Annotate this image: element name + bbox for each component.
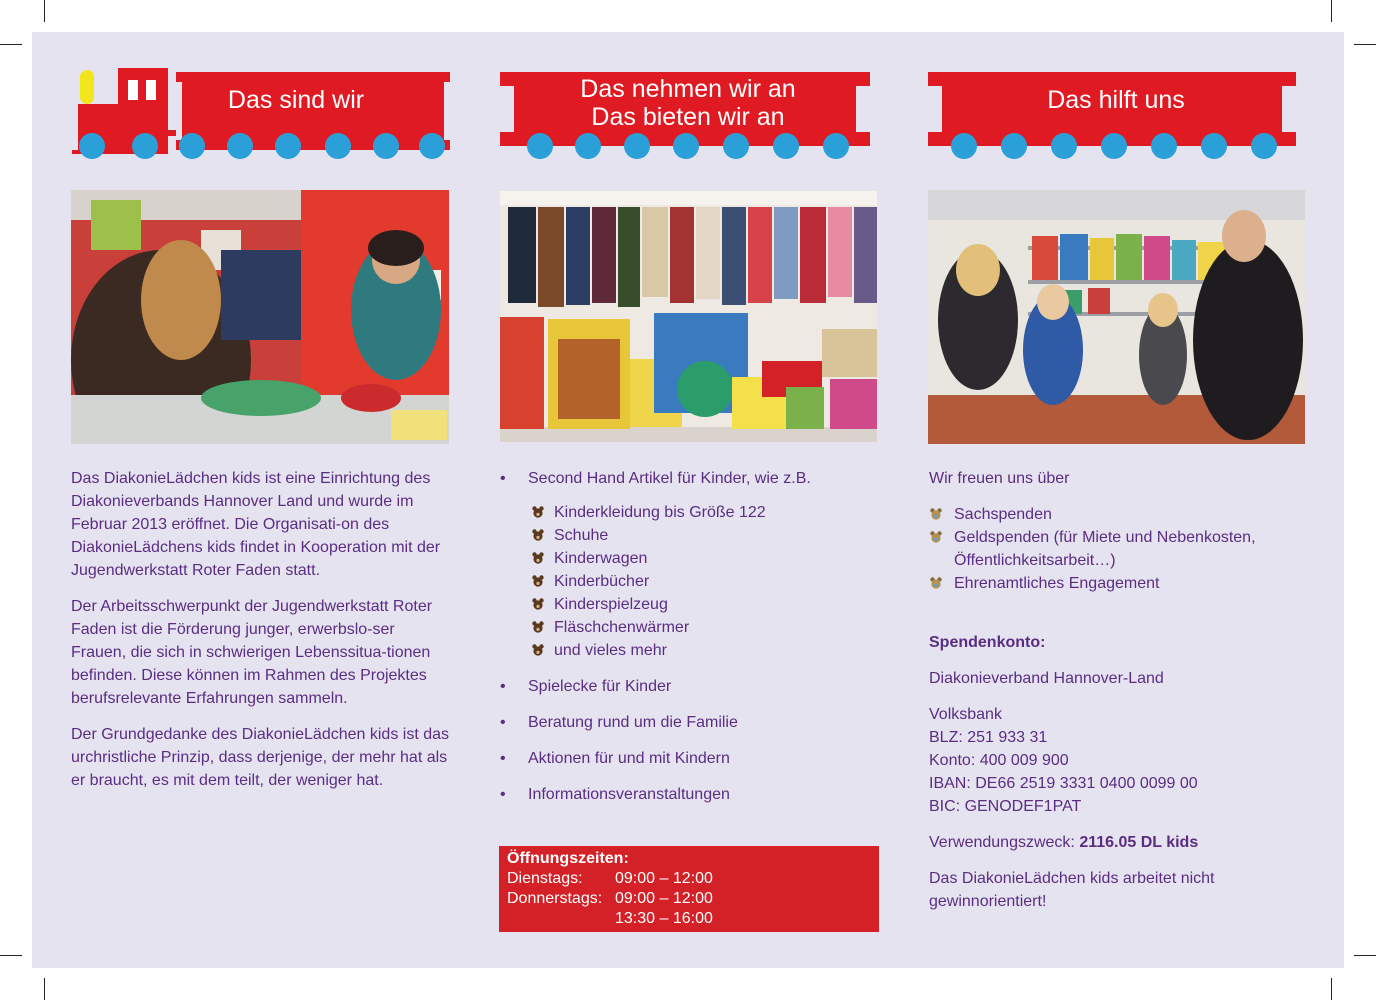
bear-icon [532,644,544,656]
list-item: • Beratung rund um die Familie [500,711,880,734]
bear-icon [532,506,544,518]
banner-title: Das sind wir [227,86,365,114]
sub-list-item: Kinderbücher [528,570,880,593]
focus-paragraph: Der Arbeitsschwerpunkt der Jugendwerkstatt Roter Faden ist die Förderung junger, erwerbslo-ser Frauen, die sich in schwierigen Lebenssitua-tionen befinden. Diese können im Rahmen des Projektes berufsrelevante Erfahrungen sammeln. [71,598,433,707]
bear-icon [930,531,942,543]
sub-list-item: Kinderkleidung bis Größe 122 [528,501,880,524]
purpose-line: Verwendungszweck: 2116.05 DL kids [929,834,1199,851]
crop-mark [44,978,45,1000]
bear-icon [532,529,544,541]
account-heading: Spendenkonto: [929,634,1046,651]
sub-list-item: Kinderspielzeug [528,593,880,616]
opening-hours-title: Öffnungszeiten: [507,850,629,867]
list-item: • Spielecke für Kinder [500,675,880,698]
nonprofit-note: Das DiakonieLädchen kids arbeitet nicht gewinnorientiert! [929,870,1215,910]
principle-paragraph: Der Grundgedanke des DiakonieLädchen kids ist das urchristliche Prinzip, dass derjenige, der mehr hat als er braucht, es mit dem teilt, der weniger hat. [71,726,450,789]
train-carriage-banner [928,70,1296,162]
account-holder: Diakonieverband Hannover-Land [929,670,1164,687]
crop-mark [0,44,22,45]
donation-item: Sachspenden [929,503,1309,526]
bear-icon [532,575,544,587]
opening-hours-box [499,846,879,932]
intro-paragraph: Das DiakonieLädchen kids ist eine Einrichtung des Diakonieverbands Hannover Land und wurde im Februar 2013 eröffnet. Die Organisati-on des DiakonieLädchens kids findet in Kooperation mit der Jugendwerkstatt Roter Faden statt. [71,470,441,579]
banner-title: Das hilft uns [1047,86,1185,114]
photo-clothes-and-books [500,191,877,442]
crop-mark [1331,978,1332,1000]
crop-mark [44,0,45,22]
sub-list-item: Kinderwagen [528,547,880,570]
col1-text [71,467,453,805]
crop-mark [1331,0,1332,22]
bear-icon [532,552,544,564]
photo-reading-corner [928,190,1305,444]
photo-shop-counter [71,190,449,444]
col3-text [929,467,1309,926]
sub-list-item: und vieles mehr [528,639,880,662]
list-item: • Aktionen für und mit Kindern [500,747,880,770]
crop-mark [0,955,22,956]
list-item: • Informationsveranstaltungen [500,783,880,806]
bank-details: Volksbank BLZ: 251 933 31 Konto: 400 009 900 IBAN: DE66 2519 3331 0400 0099 00 BIC: GENODEF1PAT [929,706,1198,815]
hours-row: Donnerstags: 09:00 – 12:00 [507,890,713,907]
crop-mark [1354,44,1376,45]
hours-row: 13:30 – 16:00 [615,910,713,927]
donation-item: Ehrenamtliches Engagement [929,572,1309,595]
intro-text: Wir freuen uns über [929,470,1070,487]
list-item: • Second Hand Artikel für Kinder, wie z.B. Kinderkleidung bis Größe 122 Schuhe Kinderwagen Kinderbücher Kinderspielzeug Fläschchenwärmer und vieles mehr [500,467,880,662]
hours-row: Dienstags: 09:00 – 12:00 [507,870,713,887]
bear-icon [532,621,544,633]
donation-item: Geldspenden (für Miete und Nebenkosten, Öffentlichkeitsarbeit…) [929,526,1309,572]
bear-icon [930,577,942,589]
banner-title-line2: Das bieten wir an [591,103,785,131]
crop-mark [1354,955,1376,956]
bear-icon [930,508,942,520]
col2-offer-list [500,467,880,819]
banner-title-line1: Das nehmen wir an [580,75,796,103]
sub-list-item: Schuhe [528,524,880,547]
sub-list-item: Fläschchenwärmer [528,616,880,639]
bear-icon [532,598,544,610]
